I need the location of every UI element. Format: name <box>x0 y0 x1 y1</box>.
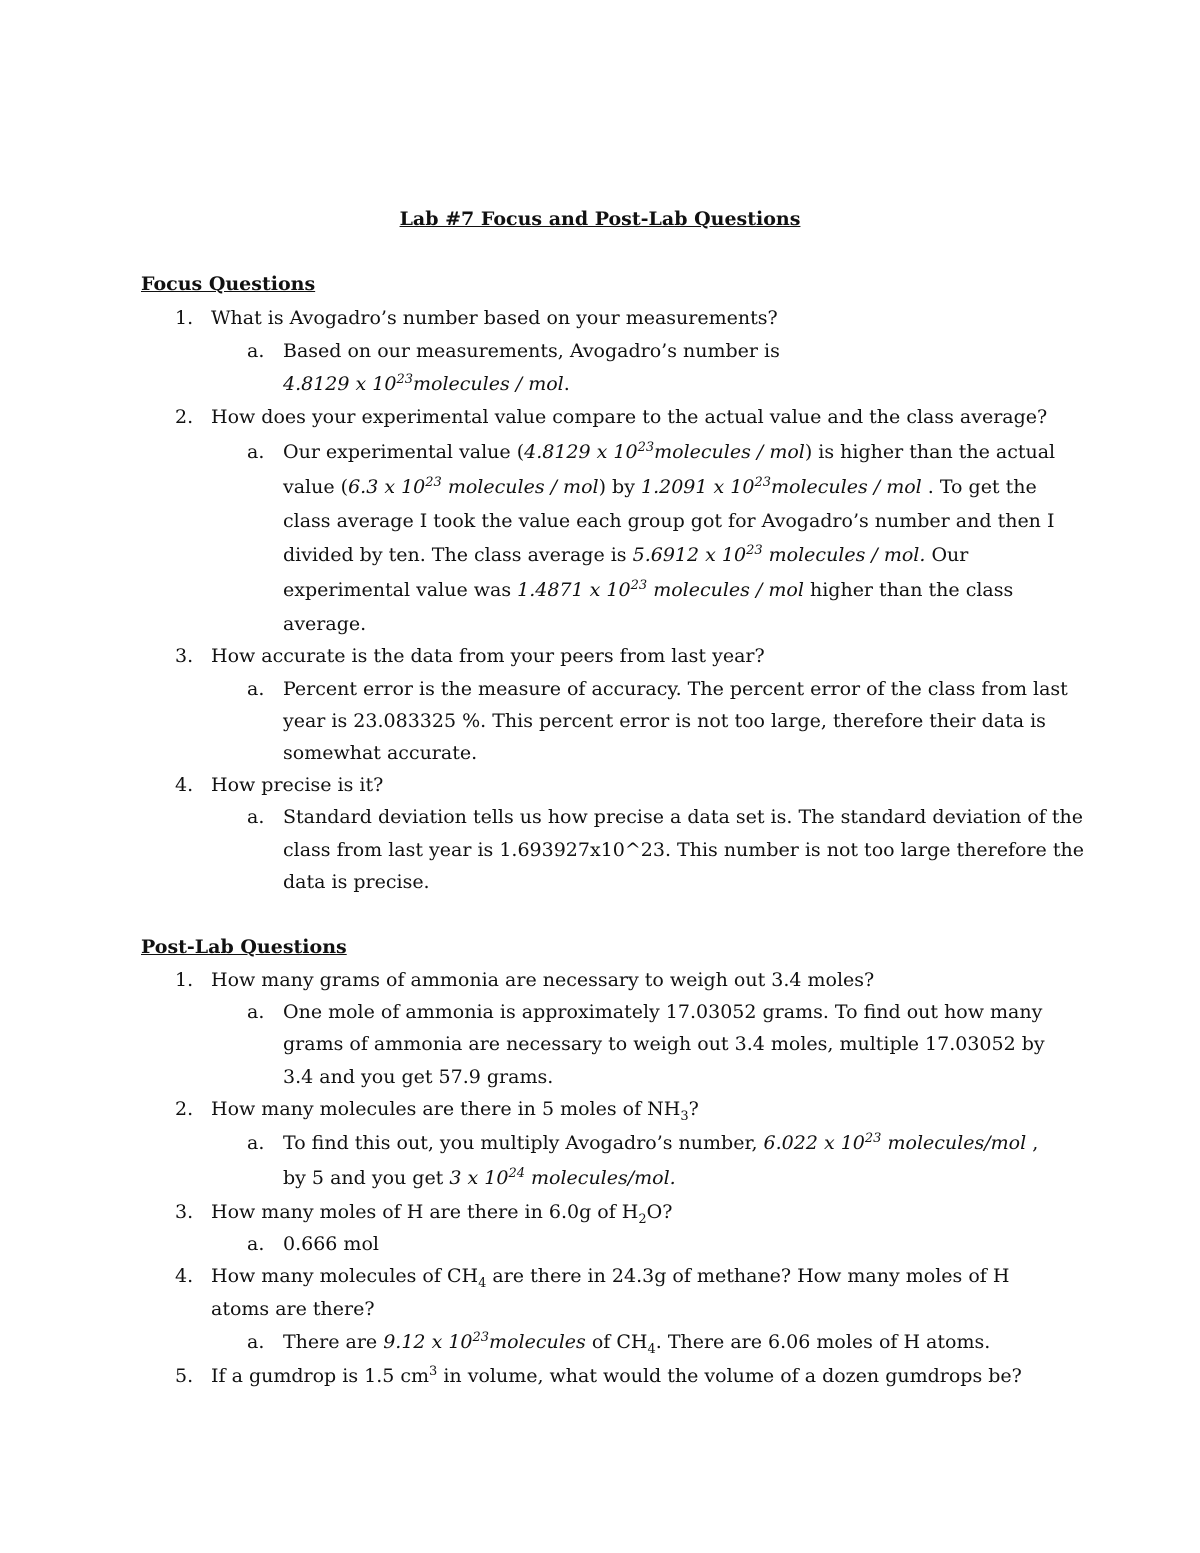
focus-q3-answer-label: a. <box>247 678 265 700</box>
focus-q1-text: What is Avogadro’s number based on your measurements? <box>211 307 778 329</box>
focus-q2-number: 2. <box>175 406 194 428</box>
focus-q3-text: How accurate is the data from your peers from last year? <box>211 645 765 667</box>
postlab-q3-text: How many moles of H are there in 6.0g of $H_2O$? <box>211 1201 673 1227</box>
focus-q2-answer-line6: average. <box>283 613 367 635</box>
focus-q4-answer-line2: class from last year is 1.693927x10^23. This number is not too large therefore the <box>283 839 1084 861</box>
postlab-q3-answer-label: a. <box>247 1233 265 1255</box>
focus-q3-number: 3. <box>175 645 194 667</box>
focus-q2-answer-line2: value (6.3 x $10^{23}$ molecules / mol) by 1.2091 x $10^{23}molecules$ / mol . To get the <box>283 475 1037 498</box>
focus-q2-answer-line5: experimental value was 1.4871 x $10^{23}$ molecules / mol higher than the class <box>283 578 1014 601</box>
postlab-q1-answer-label: a. <box>247 1001 265 1023</box>
focus-q4-answer-label: a. <box>247 806 265 828</box>
focus-q3-answer-line3: somewhat accurate. <box>283 742 478 764</box>
postlab-q1-answer-line1: One mole of ammonia is approximately 17.03052 grams. To find out how many <box>283 1001 1043 1023</box>
focus-q1-answer-line2: 4.8129 x $10^{23}molecules$ / mol. <box>283 372 570 395</box>
postlab-q3-answer-line1: 0.666 mol <box>283 1233 379 1255</box>
postlab-q1-answer-line2: grams of ammonia are necessary to weigh out 3.4 moles, multiple 17.03052 by <box>283 1033 1045 1055</box>
focus-q2-answer-line4: divided by ten. The class average is 5.6912 x $10^{23}$ molecules / mol. Our <box>283 543 969 566</box>
focus-q2-text: How does your experimental value compare to the actual value and the class average? <box>211 406 1048 428</box>
postlab-heading: Post-Lab Questions <box>141 936 347 958</box>
postlab-q2-answer-line1: To find this out, you multiply Avogadro’s number, 6.022 x $10^{23}$ molecules/mol , <box>283 1131 1039 1154</box>
postlab-q2-number: 2. <box>175 1098 194 1120</box>
focus-q4-text: How precise is it? <box>211 774 384 796</box>
postlab-q4-number: 4. <box>175 1265 194 1287</box>
postlab-q5-text: If a gumdrop is 1.5 $cm^3$ in volume, what would the volume of a dozen gumdrops be? <box>211 1364 1022 1387</box>
focus-q4-answer-line1: Standard deviation tells us how precise a data set is. The standard deviation of the <box>283 806 1083 828</box>
focus-heading: Focus Questions <box>141 273 316 295</box>
focus-q3-answer-line2: year is 23.083325 %. This percent error is not too large, therefore their data is <box>283 710 1046 732</box>
focus-q3-answer-line1: Percent error is the measure of accuracy. The percent error of the class from last <box>283 678 1068 700</box>
postlab-q5-number: 5. <box>175 1365 194 1387</box>
focus-q2-answer-label: a. <box>247 441 265 463</box>
postlab-q1-number: 1. <box>175 969 194 991</box>
focus-q4-answer-line3: data is precise. <box>283 871 430 893</box>
focus-q1-number: 1. <box>175 307 194 329</box>
postlab-q3-number: 3. <box>175 1201 194 1223</box>
postlab-q4-answer-line1: There are 9.12 x $10^{23}molecules$ of $CH_4$. There are 6.06 moles of H atoms. <box>283 1330 991 1357</box>
postlab-q2-answer-label: a. <box>247 1132 265 1154</box>
focus-q2-answer-line3: class average I took the value each group got for Avogadro’s number and then I <box>283 510 1055 532</box>
focus-q2-answer-line1: Our experimental value (4.8129 x $10^{23}molecules / mol$) is higher than the actual <box>283 440 1056 463</box>
postlab-q1-text: How many grams of ammonia are necessary to weigh out 3.4 moles? <box>211 969 875 991</box>
postlab-q4-text: How many molecules of $CH_4$ are there in 24.3g of methane? How many moles of H <box>211 1265 1010 1291</box>
page-title: Lab #7 Focus and Post-Lab Questions <box>399 208 801 230</box>
postlab-q2-text: How many molecules are there in 5 moles of $NH_3$? <box>211 1098 699 1124</box>
postlab-q2-answer-line2: by 5 and you get 3 x $10^{24}$ molecules/mol. <box>283 1166 676 1189</box>
focus-q1-answer-line1: Based on our measurements, Avogadro’s number is <box>283 340 780 362</box>
focus-q4-number: 4. <box>175 774 194 796</box>
postlab-q4-text-line2: atoms are there? <box>211 1298 375 1320</box>
postlab-q1-answer-line3: 3.4 and you get 57.9 grams. <box>283 1066 554 1088</box>
postlab-q4-answer-label: a. <box>247 1331 265 1353</box>
focus-q1-answer-label: a. <box>247 340 265 362</box>
